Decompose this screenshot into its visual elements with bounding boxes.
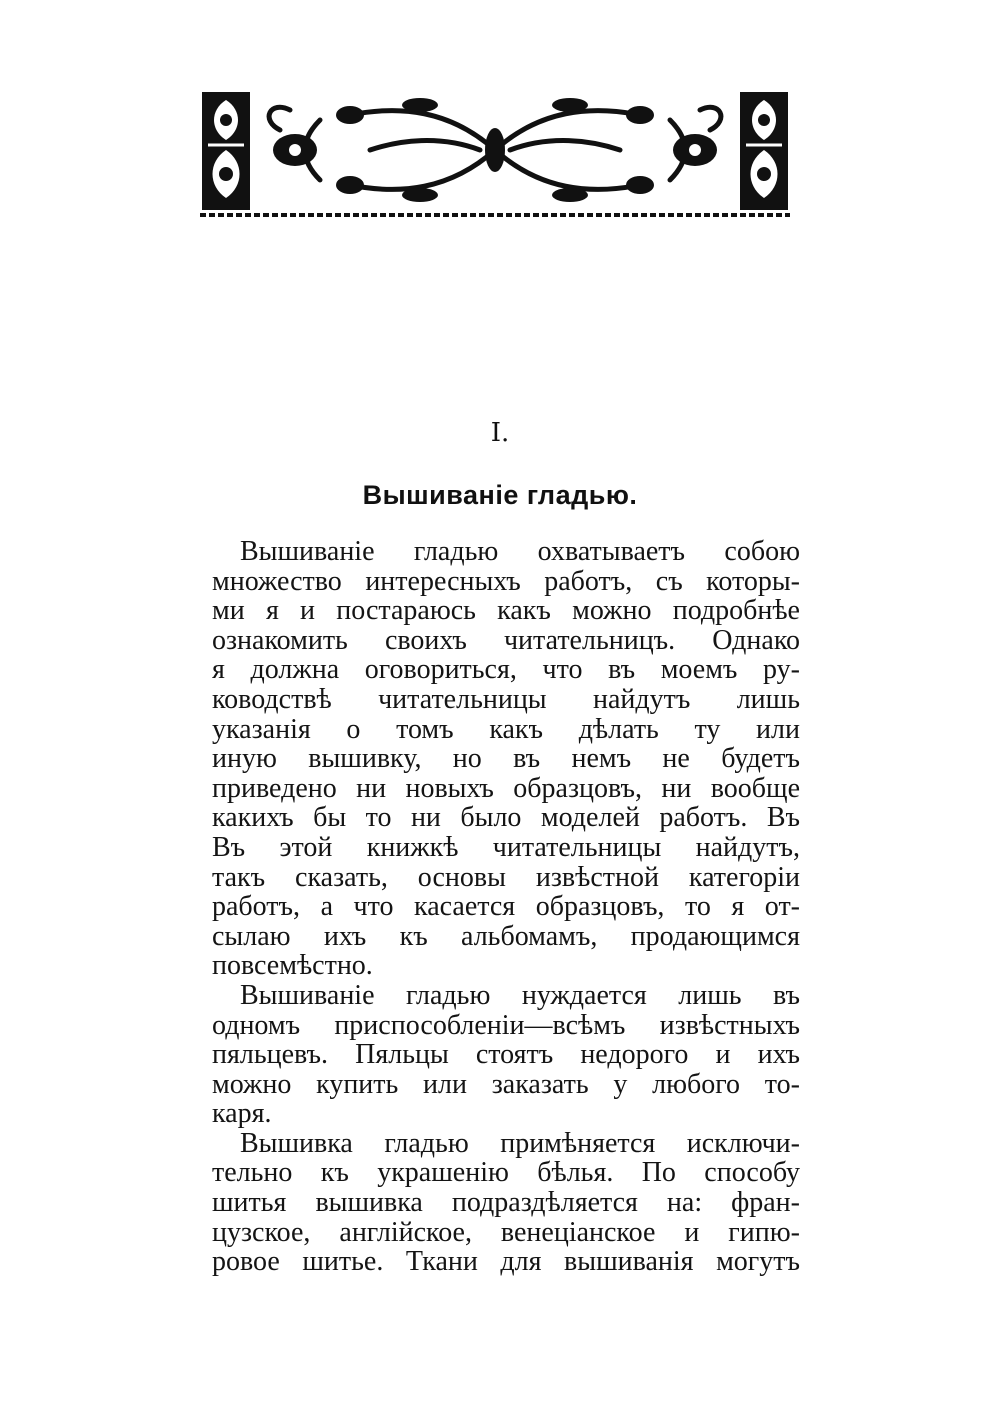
text-line: каря. (212, 1098, 272, 1130)
text-line: сылаю ихъ къ альбомамъ, продающимся (212, 920, 800, 952)
text-line: работъ, а что касается образцовъ, то я от- (212, 891, 800, 923)
text-line: ознакомить своихъ читательницъ. Однако (212, 624, 800, 656)
text-line: множество интересныхъ работъ, съ которы- (212, 565, 800, 597)
paragraph (212, 1129, 800, 1277)
text-line: повсемѣстно. (212, 950, 373, 982)
text-line: пяльцевъ. Пяльцы стоятъ недорого и ихъ (212, 1039, 800, 1071)
body-text (212, 537, 800, 1277)
text-line: такъ сказать, основы извѣстной категорiи (212, 861, 800, 893)
text-line: какихъ бы то ни было моделей работъ. Въ (212, 802, 800, 834)
text-line: Вышивка гладью примѣняется исключи- (240, 1127, 800, 1159)
text-line: приведено ни новыхъ образцовъ, ни вообще (212, 772, 800, 804)
text-line: ми я и постараюсь какъ можно подробнѣе (212, 595, 800, 627)
text-line: тельно къ украшенiю бѣлья. По способу (212, 1157, 800, 1189)
text-line: Вышиванiе гладью нуждается лишь въ (240, 979, 800, 1011)
text-line: одномъ приспособленiи—всѣмъ извѣстныхъ (212, 1009, 800, 1041)
text-line: Въ этой книжкѣ читательницы найдутъ, (212, 831, 800, 863)
text-line: иную вышивку, но въ немъ не будетъ (212, 743, 800, 775)
chapter-title: Вышиванiе гладью. (362, 480, 638, 510)
text-line: я должна оговориться, что въ моемъ ру- (212, 654, 800, 686)
paragraph (212, 537, 800, 981)
text-line: ровое шитье. Ткани для вышиванiя могутъ (212, 1246, 800, 1278)
text-line: Вышиванiе гладью охватываетъ собою (240, 536, 800, 567)
text-line: можно купить или заказать у любого то- (212, 1068, 800, 1100)
floral-ornament-icon (200, 90, 790, 220)
chapter-numeral: I. (490, 418, 510, 448)
text-line: указанiя о томъ какъ дѣлать ту или (212, 713, 800, 745)
text-line: ководствѣ читательницы найдутъ лишь (212, 683, 800, 715)
text-line: цузское, англiйское, венецiанское и гипю- (212, 1216, 800, 1248)
text-line: шитья вышивка подраздѣляется на: фран- (212, 1187, 800, 1219)
paragraph (212, 981, 800, 1129)
